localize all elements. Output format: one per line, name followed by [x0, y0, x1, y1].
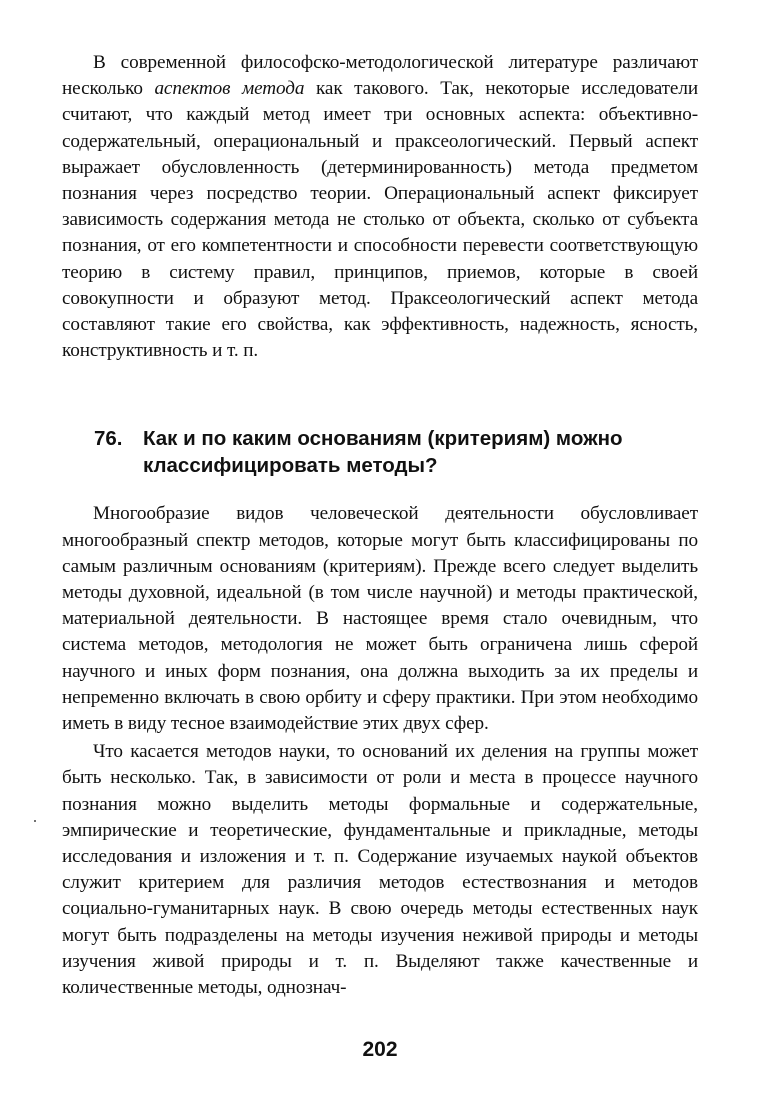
section-body — [62, 501, 698, 1001]
page-number: 202 — [362, 1038, 398, 1061]
section-paragraph-2: Что касается методов науки, то оснований их деления на группы может быть несколько. Так, в зависимости от роли и места в процессе научного познания можно выделить методы формальные и содержательные, эмпирические и теоретические, фундаментальные и прикладные, методы исследования и изложения и т. п. Содержание изучаемых наукой объектов служит критерием для различия методов естествознания и методов социально-гуманитарных наук. В свою очередь методы естественных наук могут быть подразделены на методы изучения неживой природы и методы изучения живой природы и т. п. Выделяют также качественные и количественные методы, однознач- — [62, 741, 698, 999]
book-page — [62, 50, 698, 1001]
intro-text-start: В современной философско-методологической литературе различают несколько — [62, 52, 698, 100]
section-title: Как и по каким основаниям (критериям) можно классифицировать методы? — [143, 427, 623, 478]
intro-emphasis: аспектов метода — [154, 78, 305, 100]
section-paragraph-1: Многообразие видов человеческой деятельности обусловливает многообразный спектр методов, которые могут быть классифицированы по самым различным основаниям (критериям). Прежде всего следует выделить методы духовной, идеальной (в том числе научной) и методы практической, материальной деятельности. В настоящее время стало очевидным, что система методов, методология не может быть ограничена лишь сферой научного и иных форм познания, она должна выходить за их пределы и непременно включать в свою орбиту и сферу практики. При этом необходимо иметь в виду тесное взаимодействие этих двух сфер. — [62, 503, 698, 735]
section-heading — [62, 425, 698, 479]
intro-text-end: как такового. Так, некоторые исследователи считают, что каждый метод имеет три основных аспекта: объективно-содержательный, операциональный и праксеологический. Первый аспект выражает обусловленность (детерминированность) метода предметом познания через посредство теории. Операциональный аспект фиксирует зависимость содержания метода не столько от объекта, сколько от субъекта познания, от его компетентности и способности перевести соответствующую теорию в систему правил, принципов, приемов, которые в своей совокупности и образуют метод. Праксеологический аспект метода составляют такие его свойства, как эффективность, надежность, ясность, конструктивность и т. п. — [62, 78, 698, 362]
margin-speck — [34, 820, 36, 822]
intro-paragraph — [62, 50, 698, 364]
section-number: 76. — [94, 427, 123, 451]
